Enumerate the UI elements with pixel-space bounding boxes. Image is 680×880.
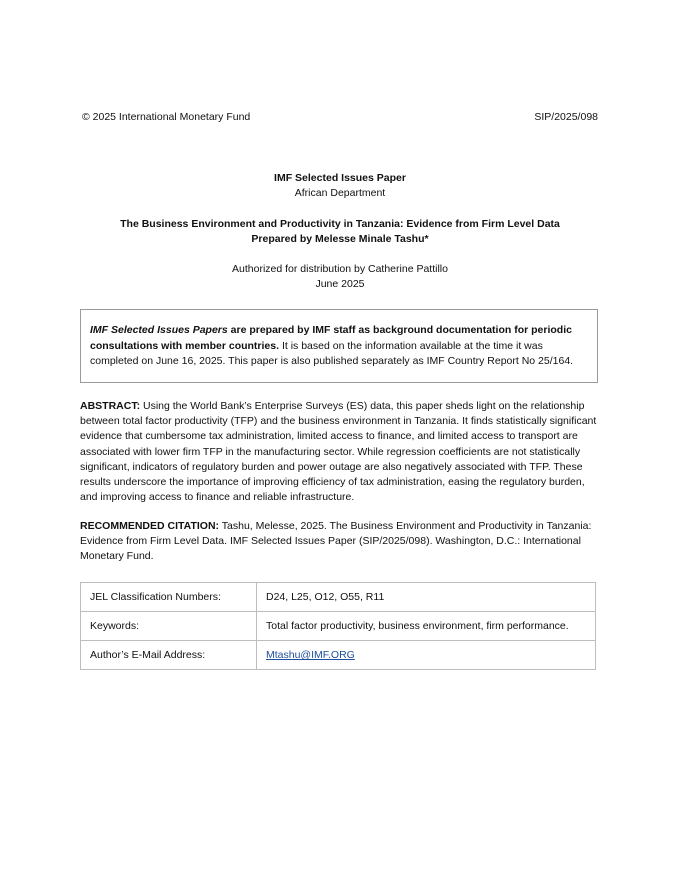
jel-value: D24, L25, O12, O55, R11 — [257, 583, 596, 612]
email-label: Author’s E-Mail Address: — [81, 641, 257, 670]
abstract-label: ABSTRACT: — [80, 400, 141, 412]
citation-label: RECOMMENDED CITATION: — [80, 520, 220, 532]
abstract-text: Using the World Bank’s Enterprise Surveys (ES) data, this paper sheds light on the relationship between total factor productivity (TFP) and the business environment in Tanzania. It finds statistically significant evidence that cumbersome tax administration, limited access to finance, and limited access to transport are associated with lower firm TFP in the manufacturing sector. While regression coefficients are not statistically significant, indicators of regulatory burden and power outage are also negatively associated with TFP. These results underscore the importance of improving efficiency of tax administration, easing the regulatory burden, and improving access to finance and reliable infrastructure. — [80, 400, 597, 504]
publication-date: June 2025 — [315, 278, 365, 290]
keywords-label: Keywords: — [81, 612, 257, 641]
department: African Department — [294, 187, 386, 199]
citation-text: Tashu, Melesse, 2025. The Business Environment and Productivity in Tanzania: Evidence from Firm Level Data. IMF Selected Issues Paper (SIP/2025/098). Washington, D.C.: International Monetary Fund. — [80, 520, 592, 563]
notice-bold-text: are prepared by IMF staff as background documentation for periodic consultations with member countries. — [90, 324, 572, 352]
notice-series-name: IMF Selected Issues Papers — [90, 324, 228, 336]
authorized-by: Authorized for distribution by Catherine Pattillo — [232, 263, 448, 275]
paper-title: The Business Environment and Productivity in Tanzania: Evidence from Firm Level Data — [120, 218, 560, 230]
jel-label: JEL Classification Numbers: — [81, 583, 257, 612]
table-row — [81, 612, 596, 641]
table-row — [81, 583, 596, 612]
metadata-table — [80, 582, 596, 670]
author-email-link[interactable]: Mtashu@IMF.ORG — [266, 649, 355, 661]
table-row — [81, 641, 596, 670]
keywords-value: Total factor productivity, business environment, firm performance. — [257, 612, 596, 641]
copyright-text: © 2025 International Monetary Fund — [82, 111, 251, 123]
series-title: IMF Selected Issues Paper — [274, 172, 406, 184]
email-cell — [257, 641, 596, 670]
abstract-paragraph — [80, 399, 600, 505]
notice-box — [80, 309, 598, 383]
paper-id: SIP/2025/098 — [534, 111, 598, 123]
author-line: Prepared by Melesse Minale Tashu* — [251, 233, 429, 245]
citation-paragraph — [80, 519, 602, 565]
notice-plain-text: It is based on the information available at the time it was completed on June 16, 2025. This paper is also published separately as IMF Country Report No 25/164. — [90, 339, 574, 368]
